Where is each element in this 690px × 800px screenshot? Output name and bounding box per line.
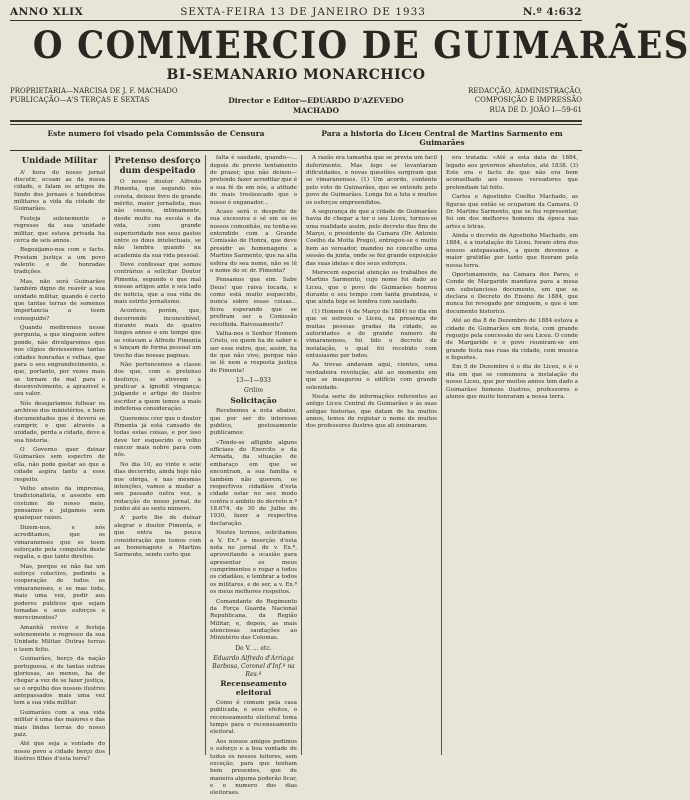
paragraph: Deve confessar que somos contrários a solicitar Doutor Pimenta, segundo o que mal nossas artigos ante o seu lado de noticia, que a sua vida de mais estrito jornalismo. (114, 262, 201, 305)
column-5 (442, 155, 582, 755)
year-label: ANNO XLIX (10, 6, 84, 18)
col3-para: Valha-nos o Senhor Homem Cristo, ou quem ha de saber e ser esse outro, que, assim, ha de que não vivo, porque não se lê nem a resposta justiça de Pimenta! (210, 330, 297, 374)
paragraph: O Governo quer deixar Guimarães sem espectro de ella, não pode gastar ao que a cidade aspira tanto a esse respeito. (14, 447, 105, 483)
col2-body (114, 179, 201, 560)
paragraph: Festeja solenemente o regresso da sua unidade militar, que estava privada ha cerca de seis annos. (14, 215, 105, 244)
paragraph: Amanhã revive e festeja solenemente o regresso da sua Unidade Militar. Outras terras o teem feito. (14, 624, 105, 653)
address-line: RUA DE D. JOÃO I—59-61 (489, 105, 582, 114)
info-left (10, 87, 210, 116)
paragraph: Mas, não será Guimarães também digno de reavêr a sua unidade militar, quando é certo que tantas terras de somenos importancia a teem conseguido? (14, 278, 105, 322)
censorship-notice: Este numero foi visado pela Commissão de Censura (47, 129, 265, 139)
col3-greeting: De V. ... etc. (235, 644, 272, 652)
paragraph: Acontece, porém, que, decorrendo inconcebível, durante mais de quatro longos annos e em tempo que se votavam a Alfredo Pimenta e lançam de forma pessoal um trecho das nossas paginas. (114, 308, 201, 359)
column-1 (10, 155, 110, 763)
col3-para: Como é comum pela casa publicada, e seus efeitos, o recenseamento eleitoral toma tempo para o recenseamento eleitoral. (210, 699, 297, 736)
paragraph: Até que seja a vontade do nosso povo a cidade berço dos ilustres filhos d'esta terra? (14, 741, 105, 763)
info-right (422, 87, 582, 116)
newspaper-title: O COMMERCIO DE GUIMARÃES (32, 23, 690, 67)
column-4 (302, 155, 442, 755)
paragraph: Até ao dia 8 de Dezembro de 1884 estava a cidade de Guimarães em festa, com grande regozijo pela concessão do seu Liceu. O conde de Margaride e o povo reuniram-se em grande festa nas ruas da cidade, com musica e foguetes. (446, 318, 578, 361)
paragraph: Nós desejariamos folhear os archivos dos ministérios, e bem documentados que é deverá se cumprir, e que através a unidade, perda a cidade, deve a sua historia. (14, 400, 105, 444)
masthead (10, 23, 690, 83)
notice-rule (10, 150, 582, 151)
column-3 (206, 155, 302, 797)
col3-para: Aos nossos amigos pedimos o esforço e a boa vontade de todos os nossos leitores, sem exceção, para que tenham bem presentes, que de maneira alguma poderão ficar, e o numero dos dias eleitoraes. (210, 738, 297, 797)
info-row (10, 87, 582, 116)
col3-para: «Tendo-se afligido alguns officiaes do Exercito e da Armada, da situação de embaraço em que se encontram, a sua família e também não querem, os respectivos cidadãos d'esta cidade estar no seu modo contra o ambito do decreto n.º 18.674, de 30 de Julho de 1930, fazer a respectiva declaração. (210, 439, 297, 527)
col1-body (14, 170, 105, 764)
paragraph: A' hora do nosso jornal discutir, ecoam as da nossa cidade, e falam os artigos de fundo dos jornaes e bandeiras militares a vida da cidade de Guimarães. (14, 169, 105, 213)
publication-line: PUBLICAÇÃO—A'S TERÇAS E SEXTAS (10, 96, 150, 105)
col3-para: Nestes termos, solicitamos a V. Ex.ª a inserção d'esta nota no jornal de v. Ex.ª, aproveitando a ocasião para apresentar os meus cumprimentos e rogar a todos os cidadãos, e lembrar a todos os militares, e de ser, a v. Ex.ª os meus melhores respeitos. (210, 530, 297, 596)
col5-body (446, 155, 578, 401)
article-columns (10, 155, 582, 797)
paragraph: Ainda o decreto de Agostinho Machado, em 1884, e a instalação do Liceu, foram obra dos nossos antepassados, a quem devemos a maior gratidão por tanto que fizeram pela nossa terra. (446, 233, 578, 269)
col3-para: Recebemos a nota abaixo, que por ser do interesse publico, gostosamente publicamos: (210, 408, 297, 437)
paragraph: Regozijamo-nos com o facto. Prestam justiça a um povo valente e de honradas tradições. (14, 247, 105, 276)
paragraph: Queremos crer que o doutor Pimenta já está cansado de todas estas coisas, e por isso deve ter esquecido o velho rancor mais nobre para com nós. (114, 415, 201, 459)
paragraph: Guimarães com a sua vida militar é uma das maiores e das mais lindas terras do nosso paiz. (14, 709, 105, 738)
paragraph: As trevas andavam aqui, cientes, uma verdadeira revolução, até ao momento em que se inaugurou o edifício com grande solenidade. (306, 362, 437, 391)
col4-body (306, 155, 437, 431)
newspaper-subtitle: BI-SEMANARIO MONARCHICO (166, 67, 426, 83)
history-headline: Para a historia do Liceu Central de Martins Sarmento em Guimarães (321, 129, 563, 148)
article-title-unidade-militar: Unidade Militar (21, 156, 98, 167)
paragraph: Merecem especial atenção os trabalhos de Martins Sarmento, cujo nome foi dado ao Liceu, que o povo de Guimarães honrou durante o seu tempo com tanta grandeza, o que ainda hoje se lembra com saudade. (306, 269, 437, 306)
paragraph: Mas, porque se não faz um esforço colectivo, pedindo a cooperação de todos os vimaranenses, e se mas toda, mais uma vez, pedir aos poderes publicos que sejam tomadas e seus esforços e merecimentos? (14, 563, 105, 622)
paragraph: (1) Homem (4 de Março de 1884) no dia em que se estreou o Liceu, na presença de muitas pessoas gradas da cidade, as autoridades e de grande numero de vimaranenses, foi lido o decreto de instalação, o qual foi recebido com entusiasmo por todos. (306, 308, 437, 359)
heading-solicitacao: Solicitação (230, 395, 277, 405)
article-title-pretenso-desforco: Pretenso desforço dum despeitado (114, 156, 201, 176)
paragraph: Velho anseio da imprensa, tradicionalista, e assente em costume do nosso meio, pensamos e julgamos sem quaisquer raizes. (14, 485, 105, 522)
paragraph: Nesta serie de informações referentes ao antigo Liceu Central de Guimarães e ás suas antigas historias, que datam de ha muitos annos, temos de registar o nome de muitos dos professores ilustres que ali ensinaram. (306, 393, 437, 430)
col3-date: 13—1—933 (236, 377, 271, 385)
paragraph: era tratada: «Até a esta data de 1884, legado aos governos absolutos, até 1838. (3) Este era o facto de que não era bem aconselhado aos nossos vereadores que pretendiam tal feito. (446, 155, 578, 191)
heading-recenseamento: Recenseamento eleitoral (220, 679, 287, 697)
paragraph: Oportunamente, na Camara dos Pares, o Conde de Margaride mandava para a mesa um substancioso documento, em que se declara o Decreto do Ensino de 1884, que nunca foi revogado por ninguem, e que é um documento historico. (446, 271, 578, 315)
top-line (10, 6, 582, 21)
col3-para: Comandante do Regimento da Força Guarda Nacional Republicana, da Região Militar, e, depois, as mais atenciosas saudações ao Ministério das Colonias. (210, 598, 297, 642)
col3-para: falta é saudade, quando—... depois de previo tentamento de prazer, que não deixou—pretendo fazer acreditar que é a sua fé de em nós, a atitude de mais tresloucado que o nosso é enganador... (210, 155, 298, 206)
col3-signature: Grilim (243, 387, 264, 395)
paragraph: A' parte lhe de deixar alegrar o doutor Pimenta, e que entra na pouca consideração que temos com as homenagens a Martins Sarmento, sendo certo que (114, 515, 201, 559)
header-rule (10, 120, 582, 125)
owner-line: PROPRIETARIA—NARCISA DE J. F. MACHADO (10, 87, 178, 95)
paragraph: No dia 10, ao vinte e sete dias decorrido, ainda hoje não nos obriga, e nas mesmas intenções, vamos a mudar a seu passado outra vez, a redacção do nosso jornal, de junho até ao sexto número. (114, 461, 201, 513)
office-line: REDACÇÃO, ADMINISTRAÇÃO, COMPOSIÇÃO E IMPRESSÃO (468, 87, 582, 105)
col3-signature-barbosa: Eduardo Alfredo d'Arriaga Barbosa, Coronel d'Inf.ª na Res.ª (212, 654, 295, 678)
col3-para: Pensamos que sim. Sabe Deus! que raiva tocada, e como está muito esquecido, nunca sobre essas coisas... ficou esperando que se prefiram ser a Comissão recolhida. Raivosamente? (210, 277, 297, 328)
paragraph: A segurança de que a cidade de Guimarães havia de chegar a ter o seu Liceu, tornou-se uma realidade assim, pelo decreto dos fins de Março, o presidente da Camara (Dr. Antonio Coelho da Motta Prego), entregou-se e muito bem ao vereador, mandou no concelho uma sessão da junta, onde se fez grande exposição das suas ideias e dos seus esforços. (306, 208, 437, 267)
paragraph: Em 5 de Dezembro é o dia do Liceu, e é o dia em que se comemora a instalação do nosso Liceu, que por muitos annos tem dado a Guimarães homens ilustres, professores e alunos que muito honraram a nossa terra. (446, 364, 578, 400)
paragraph: O nosso doutor Alfredo Pimenta, que segundo nós consta, deixou livro de grande mérito, maior jornalista, mas não cessou, intimamente, desde muito na escola e da vida, com grande superioridade nos seus gastos entre os dous intelectuais, se não lembra quando na academia da sua vida pessoal. (114, 178, 201, 259)
paragraph: Dizem-nos, e nós acreditamos, que os vimaranenses que se teem esforçado pela conquista deste regalia, e que tanto direitos. (14, 524, 105, 561)
issue-number: N.º 4:632 (522, 6, 582, 18)
date-label: SEXTA-FEIRA 13 DE JANEIRO DE 1933 (180, 6, 426, 18)
paragraph: Carlos e Agostinho Coelho Machado, as figuras que então se ocuparam da Camara. O Dr. Martins Sarmento, que se fez representar, foi um dos melhores homens da época nas artes e letras. (446, 194, 578, 230)
column-2 (110, 155, 206, 755)
director-line: Director e Editor—EDUARDO D'AZEVEDO MACHADO (228, 96, 404, 116)
notice-row (10, 129, 582, 147)
paragraph: A razão era tamanha que se previa um facil deferimento. Mas logo se levantaram dificuldades, e novas questões surgiram que se vimaranenses. (1) Um acordo, contente pelo voto de Guimarães, que se entende pelo povo de Guimarães. Longa foi a luta e muitos os esforços empreendidos. (306, 155, 437, 206)
col3-para: Acaso será o despeito de sua excessiva e sé em os os nossos comunhão, ou tenha-se entendido com a Grande Comissão de Honra, que deve presidir as homenagens a Martins Sarmento, que na alta esfera do seu nome, não se lê o nome do sr. dr. Pimenta? (210, 208, 297, 274)
paragraph: Guimarães, berço da nação portuguesa, e de tantas outras gloriosas, ao menos, ha de chegar a vez de se fazer justiça, se o orgulho dos nossos ilustres antepassados mais uma vez tem a sua vida militar. (14, 656, 105, 707)
paragraph: Não pertencemos a classe dos que, com o pretenso desforço, se atrevem a praticar a ignobil vingança; julgando o artigo do ilustre escritor a quem temos a mais indefensa consideração. (114, 361, 201, 413)
paragraph: Quando mediremos nesse pergunta, a que ninguem sobre ponde, não divulgaremos que nos clígios deviessemos tantas cidades honradas e velhas, que para o seu engrandecimento, e que, portanto, por vezes mais se tornam de mal para o desenvolvimento, a aprazivel e seu valor. (14, 325, 105, 398)
